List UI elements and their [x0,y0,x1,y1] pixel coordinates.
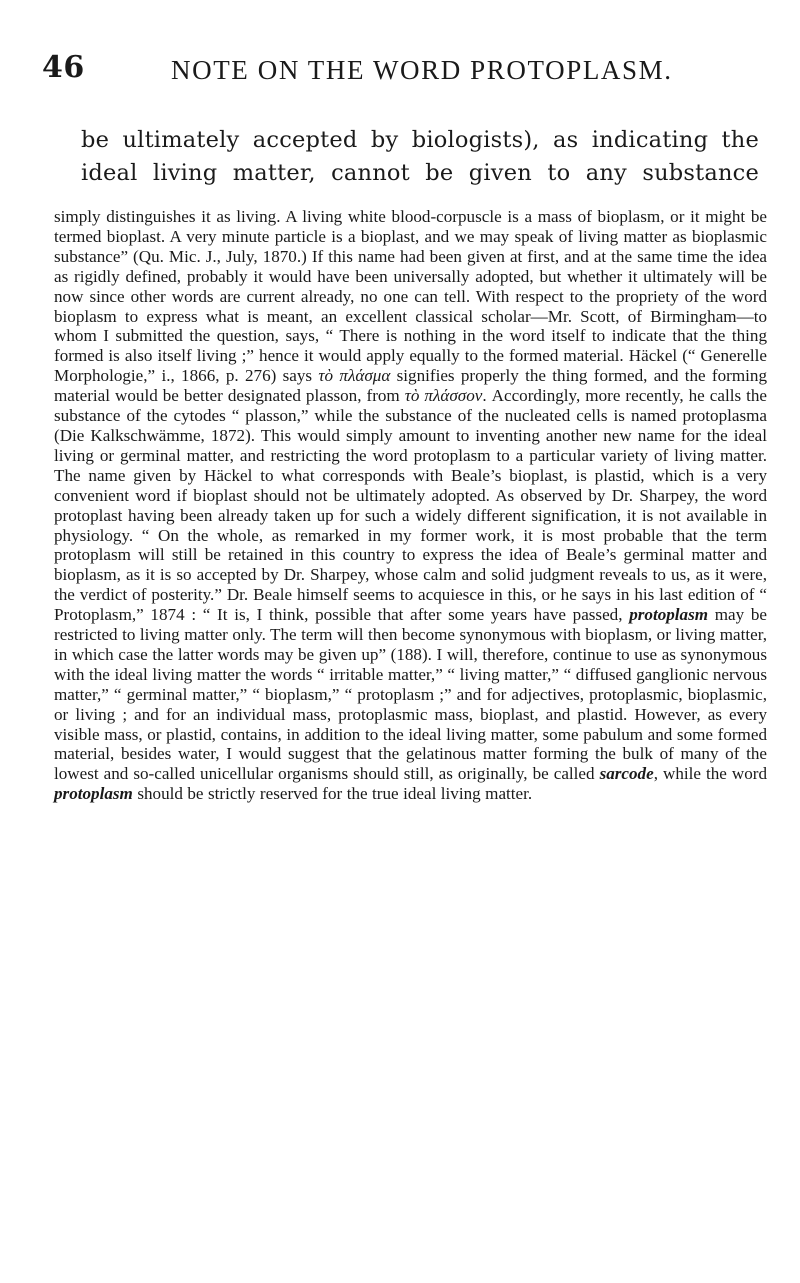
greek-term: τὸ πλάσμα [318,366,391,386]
lead-line-2: ideal living matter, cannot be given to any substance [81,160,759,186]
footnote-body [54,207,767,804]
text-segment: should be strictly reserved for the true ideal living matter. [132,784,533,804]
text-segment: signifies properly the thing formed, and the forming material would be better designated plasson, from [54,366,768,406]
lead-line-1: be ultimately accepted by biologists), as indicating the [81,127,759,153]
text-segment: simply distinguishes it as living. A living white blood-corpuscle is a mass of bioplasm, or it might be termed bioplast. A very minute particle is a bioplast, and we may speak of living matter as bioplasmic substance” (Qu. Mic. J., July, 1870.) If this name had been given at first, and at the same time the idea as rigidly defined, probably it would have been universally adopted, but whether it ultimately will be now since other words are current already, no one can tell. With respect to the propriety of the word bioplasm to express what is meant, an excellent classical scholar—Mr. Scott, of Birmingham—to whom I submitted the question, says, “ There is nothing in the word itself to indicate that the thing formed is also itself living ;” hence it would apply equally to the formed material. Häckel (“ Generelle Morphologie,” i., 1866, p. 276) says [54,207,767,386]
italic-term: protoplasm [54,784,133,804]
text-segment: may be restricted to living matter only. The term will then become synonymous with bioplasm, or living matter, in which case the latter words may be given up” (188). I will, therefore, continue to use as synonymous with the ideal living matter the words “ irritable matter,” “ living matter,” “ diffused ganglionic nervous matter,” “ germinal matter,” “ bioplasm,” “ protoplasm ;” and for adjectives, protoplasmic, bioplasmic, or living ; and for an individual mass, protoplasmic mass, bioplast, and plastid. However, as every visible mass, or plastid, contains, in addition to the ideal living matter, some pabulum and some formed material, besides water, I would suggest that the gelatinous matter forming the bulk of many of the lowest and so-called unicellular organisms should still, as originally, be called [54,605,768,784]
footnote-paragraph [54,207,767,804]
running-title: NOTE ON THE WORD PROTOPLASM. [171,55,673,85]
greek-term: τὸ πλάσσον [404,386,483,406]
lead-paragraph [81,124,759,190]
running-head [0,48,800,88]
italic-term: sarcode [599,764,654,784]
page-number: 46 [42,50,85,85]
text-segment: . Accordingly, more recently, he calls the substance of the cytodes “ plasson,” while the substance of the nucleated cells is named protoplasma (Die Kalkschwämme, 1872). This would simply amount to inventing another new name for the ideal living or germinal matter, and restricting the word protoplasm to a particular variety of living matter. The name given by Häckel to what corresponds with Beale’s bioplast, is plastid, which is a very convenient word if bioplast should not be ultimately adopted. As observed by Dr. Sharpey, the word protoplast having been already taken up for such a widely different signification, it is not available in physiology. “ On the whole, as remarked in my former work, it is most probable that the term protoplasm will still be retained in this country to express the idea of Beale’s germinal matter and bioplasm, as it is so accepted by Dr. Sharpey, whose calm and solid judgment reveals to us, as it were, the verdict of posterity.” Dr. Beale himself seems to acquiesce in this, or he says in his last edition of “ Protoplasm,” 1874 : “ It is, I think, possible that after some years have passed, [54,386,767,625]
italic-term: protoplasm [629,605,709,625]
text-segment: , while the word [653,764,767,784]
